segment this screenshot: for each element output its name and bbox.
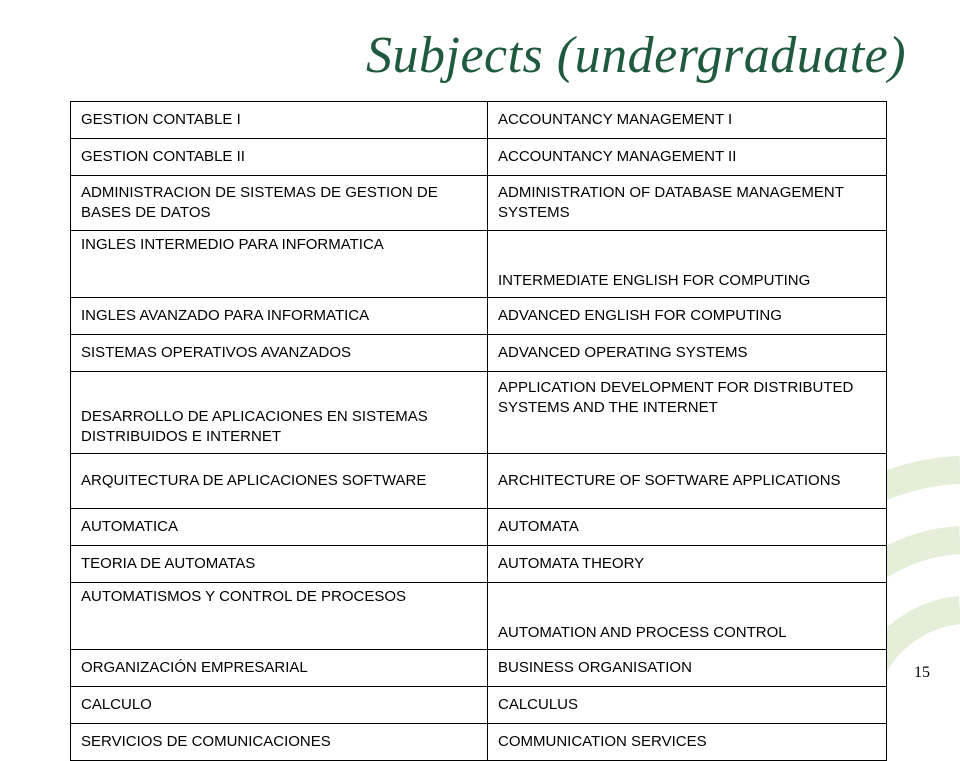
table-row [71,102,887,139]
table-row [71,650,887,687]
spanish-subject-cell: TEORIA DE AUTOMATAS [71,546,488,583]
english-subject-cell: CALCULUS [488,687,887,724]
table-row [71,298,887,335]
english-subject-cell: AUTOMATION AND PROCESS CONTROL [488,583,887,650]
table-row [71,687,887,724]
english-subject-cell: ACCOUNTANCY MANAGEMENT I [488,102,887,139]
table-row [71,546,887,583]
table-row [71,724,887,761]
english-subject-cell: AUTOMATA THEORY [488,546,887,583]
subjects-table [70,101,887,761]
spanish-subject-cell: SISTEMAS OPERATIVOS AVANZADOS [71,335,488,372]
english-subject-cell: AUTOMATA [488,509,887,546]
spanish-subject-cell: CALCULO [71,687,488,724]
table-row [71,139,887,176]
english-subject-cell: ADMINISTRATION OF DATABASE MANAGEMENT SYSTEMS [488,176,887,231]
english-subject-cell: ADVANCED OPERATING SYSTEMS [488,335,887,372]
spanish-subject-cell: SERVICIOS DE COMUNICACIONES [71,724,488,761]
table-row [71,372,887,454]
english-subject-cell: BUSINESS ORGANISATION [488,650,887,687]
spanish-subject-cell: GESTION CONTABLE II [71,139,488,176]
english-subject-cell: INTERMEDIATE ENGLISH FOR COMPUTING [488,231,887,298]
spanish-subject-cell: AUTOMATICA [71,509,488,546]
table-row [71,509,887,546]
english-subject-cell: ACCOUNTANCY MANAGEMENT II [488,139,887,176]
spanish-subject-cell: ADMINISTRACION DE SISTEMAS DE GESTION DE BASES DE DATOS [71,176,488,231]
spanish-subject-cell: ARQUITECTURA DE APLICACIONES SOFTWARE [71,454,488,509]
table-row [71,231,887,298]
table-row [71,335,887,372]
table-row [71,583,887,650]
spanish-subject-cell: AUTOMATISMOS Y CONTROL DE PROCESOS [71,583,488,650]
english-subject-cell: COMMUNICATION SERVICES [488,724,887,761]
spanish-subject-cell: GESTION CONTABLE I [71,102,488,139]
spanish-subject-cell: DESARROLLO DE APLICACIONES EN SISTEMAS DISTRIBUIDOS E INTERNET [71,372,488,454]
english-subject-cell: ARCHITECTURE OF SOFTWARE APPLICATIONS [488,454,887,509]
page-number: 15 [914,664,930,681]
table-row [71,454,887,509]
slide-title: Subjects (undergraduate) [366,27,907,84]
english-subject-cell: ADVANCED ENGLISH FOR COMPUTING [488,298,887,335]
table-row [71,176,887,231]
spanish-subject-cell: INGLES INTERMEDIO PARA INFORMATICA [71,231,488,298]
english-subject-cell: APPLICATION DEVELOPMENT FOR DISTRIBUTED SYSTEMS AND THE INTERNET [488,372,887,454]
spanish-subject-cell: INGLES AVANZADO PARA INFORMATICA [71,298,488,335]
spanish-subject-cell: ORGANIZACIÓN EMPRESARIAL [71,650,488,687]
